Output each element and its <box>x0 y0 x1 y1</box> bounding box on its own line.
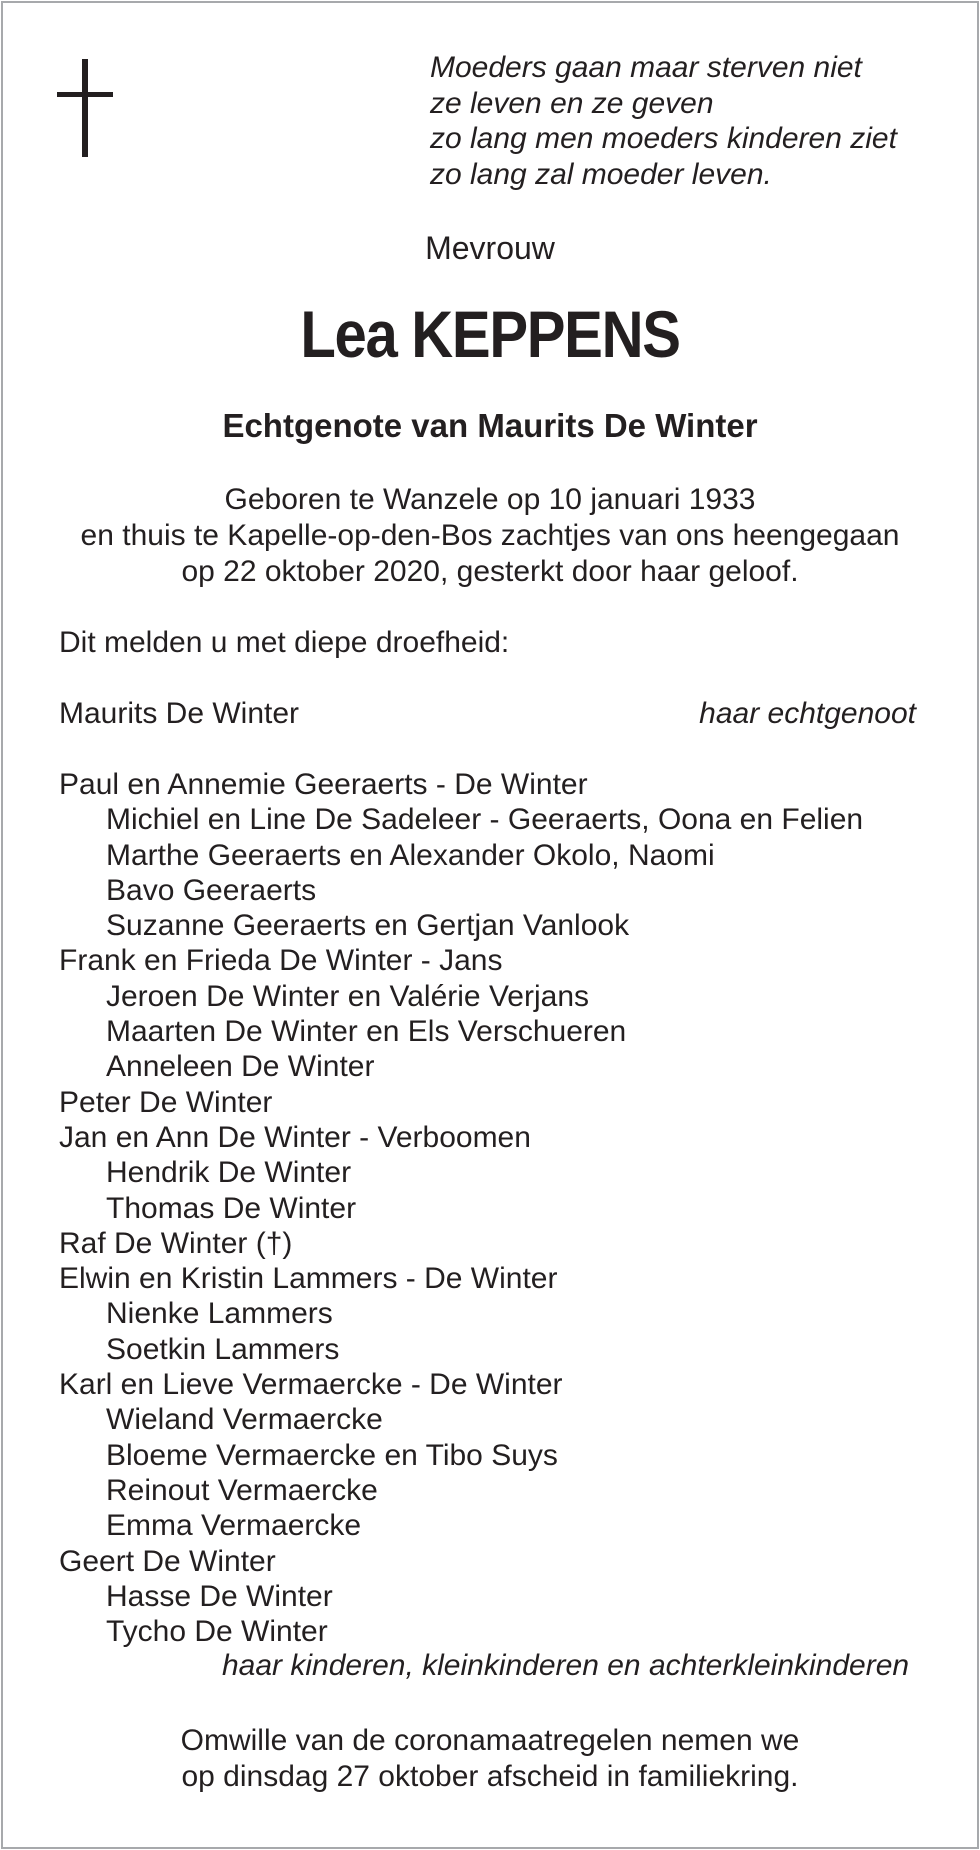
child-entry: Peter De Winter <box>59 1085 273 1119</box>
grandchild-entry: Jeroen De Winter en Valérie Verjans <box>106 979 590 1013</box>
poem-line: ze leven en ze geven <box>430 86 714 120</box>
poem-line: zo lang men moeders kinderen ziet <box>430 122 897 155</box>
details-line: op 22 oktober 2020, gesterkt door haar geloof. <box>181 555 799 588</box>
partner-row <box>59 696 916 732</box>
grandchild-entry: Maarten De Winter en Els Verschueren <box>106 1015 627 1049</box>
grandchild-entry: Nienke Lammers <box>106 1297 333 1331</box>
poem <box>430 50 950 192</box>
grandchild-entry: Emma Vermaercke <box>106 1509 362 1543</box>
grandchild-entry: Suzanne Geeraerts en Gertjan Vanlook <box>106 909 630 943</box>
spouse-line: Echtgenote van Maurits De Winter <box>222 407 758 444</box>
grandchild-entry: Hasse De Winter <box>106 1579 333 1613</box>
details-line: Geboren te Wanzele op 10 januari 1933 <box>224 483 756 516</box>
child-entry: Elwin en Kristin Lammers - De Winter <box>59 1262 558 1296</box>
honorific: Mevrouw <box>425 230 555 266</box>
family-role: haar kinderen, kleinkinderen en achterkleinkinderen <box>222 1649 910 1682</box>
child-entry: Paul en Annemie Geeraerts - De Winter <box>59 768 588 801</box>
grandchild-entry: Marthe Geeraerts en Alexander Okolo, Naomi <box>106 838 715 872</box>
family-list <box>59 767 939 1649</box>
grandchild-entry: Reinout Vermaercke <box>106 1473 378 1507</box>
grandchild-entry: Tycho De Winter <box>106 1615 328 1649</box>
grandchild-entry: Michiel en Line De Sadeleer - Geeraerts, Oona en Felien <box>106 803 864 837</box>
child-entry: Frank en Frieda De Winter - Jans <box>59 944 503 978</box>
poem-line: Moeders gaan maar sterven niet <box>430 51 862 84</box>
cross-icon <box>57 59 113 157</box>
grandchild-entry: Bloeme Vermaercke en Tibo Suys <box>106 1438 558 1472</box>
funeral-notice <box>0 1723 980 1795</box>
grandchild-entry: Thomas De Winter <box>106 1191 357 1225</box>
child-entry: Jan en Ann De Winter - Verboomen <box>59 1120 531 1154</box>
poem-line: zo lang zal moeder leven. <box>430 157 772 191</box>
child-entry: Geert De Winter <box>59 1544 276 1578</box>
grandchild-entry: Soetkin Lammers <box>106 1332 340 1366</box>
grandchild-entry: Hendrik De Winter <box>106 1156 352 1190</box>
child-entry: Raf De Winter (†) <box>59 1226 293 1260</box>
grandchild-entry: Bavo Geeraerts <box>106 873 317 907</box>
partner-role: haar echtgenoot <box>699 697 916 730</box>
partner-name: Maurits De Winter <box>59 697 300 730</box>
child-entry: Karl en Lieve Vermaercke - De Winter <box>59 1368 563 1402</box>
deceased-name: Lea KEPPENS <box>300 297 680 371</box>
grandchild-entry: Anneleen De Winter <box>106 1050 375 1084</box>
birth-death-details <box>0 482 980 590</box>
notice-line: op dinsdag 27 oktober afscheid in familiekring. <box>181 1760 799 1793</box>
notice-line: Omwille van de coronamaatregelen nemen we <box>180 1724 800 1757</box>
grandchild-entry: Wieland Vermaercke <box>106 1403 383 1437</box>
announcement-intro: Dit melden u met diepe droefheid: <box>59 626 510 659</box>
details-line: en thuis te Kapelle-op-den-Bos zachtjes van ons heengegaan <box>80 519 900 552</box>
